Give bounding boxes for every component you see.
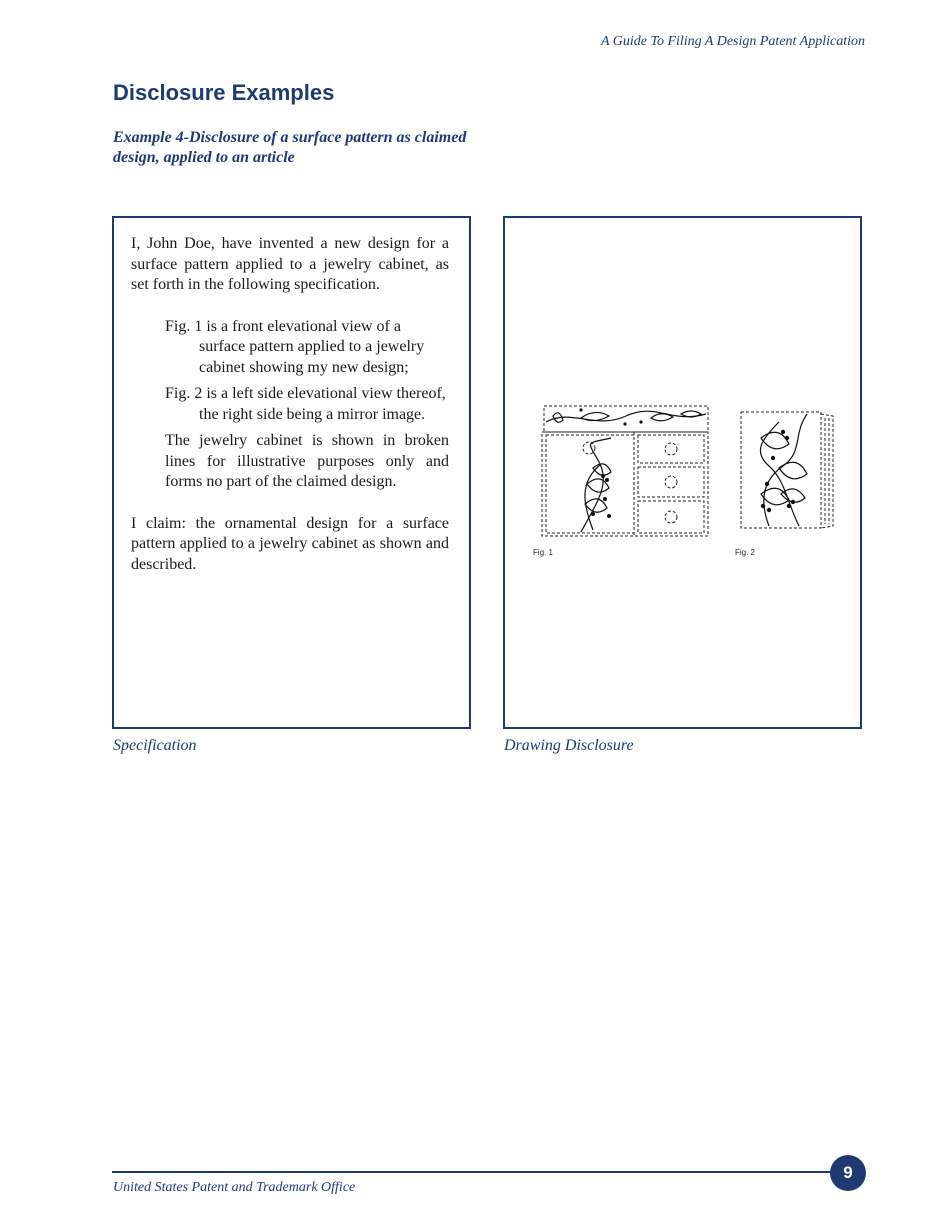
page-number-badge: 9 — [830, 1155, 866, 1191]
figure-2-description: Fig. 2 is a left side elevational view thereof, the right side being a mirror image. — [165, 385, 446, 423]
fig-2-label: Fig. 2 — [735, 548, 756, 557]
drawing-disclosure-caption: Drawing Disclosure — [504, 737, 634, 754]
section-title: Disclosure Examples — [113, 80, 335, 105]
example-title: Example 4-Disclosure of a surface pattern as claimed design, applied to an article — [113, 129, 467, 166]
fig-1-drawing — [541, 404, 713, 538]
specification-caption: Specification — [113, 737, 197, 754]
broken-lines-note: The jewelry cabinet is shown in broken lines for illustrative purposes only and forms no part of the claimed design. — [165, 432, 449, 490]
footer-organization: United States Patent and Trademark Office — [113, 1180, 356, 1195]
footer-rule — [112, 1171, 842, 1173]
specification-intro: I, John Doe, have invented a new design for a surface pattern applied to a jewelry cabinet, as set forth in the following specification. — [131, 235, 449, 293]
fig-1-label: Fig. 1 — [533, 548, 554, 557]
claim-statement: I claim: the ornamental design for a surface pattern applied to a jewelry cabinet as shown and described. — [131, 514, 449, 573]
figure-1-description: Fig. 1 is a front elevational view of a surface pattern applied to a jewelry cabinet showing my new design; — [165, 317, 425, 376]
specification-panel — [112, 216, 471, 729]
drawing-panel — [503, 216, 862, 729]
running-header: A Guide To Filing A Design Patent Application — [600, 34, 865, 49]
fig-2-drawing — [739, 410, 839, 532]
